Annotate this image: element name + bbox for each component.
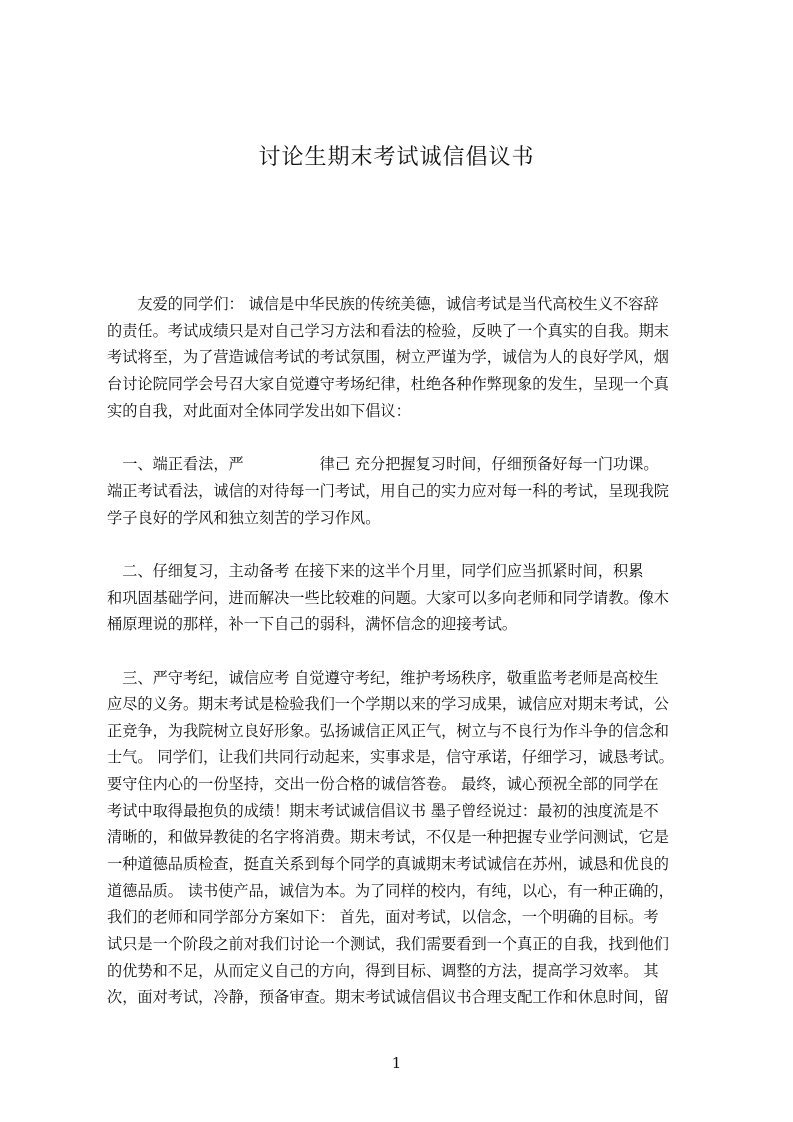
text-line: 次，面对考试，冷静，预备审查。期末考试诚信倡议书合理支配工作和休息时间，留 [107,988,669,1006]
text-line: 考试将至，为了营造诚信考试的考试氛围，树立严谨为学，诚信为人的良好学风，烟 [107,348,669,366]
text-line: 和巩固基础学问，进而解决一些比较难的问题。大家可以多向老师和同学请教。像木 [107,589,669,607]
text-line: 桶原理说的那样，补一下自己的弱科，满怀信念的迎接考试。 [107,615,518,633]
text-line: 的责任。考试成绩只是对自己学习方法和看法的检验，反映了一个真实的自我。期末 [107,322,669,340]
text-line: 正竞争，为我院树立良好形象。弘扬诚信正风正气，树立与不良行为作斗争的信念和 [107,722,669,740]
text-line: 试只是一个阶段之前对我们讨论一个测试，我们需要看到一个真正的自我，找到他们 [107,935,669,953]
page-title: 讨论生期末考试诚信倡议书 [258,145,535,170]
text-line: 我们的老师和同学部分方案如下： 首先，面对考试，以信念，一个明确的目标。考 [107,908,659,926]
text-line: 道德品质。 读书使产品，诚信为本。为了同样的校内，有纯，以心，有一种正确的， [107,882,674,900]
text-line: 的优势和不足，从而定义自己的方向，得到目标、调整的方法，提高学习效率。 其 [107,962,659,980]
text-line: 台讨论院同学会号召大家自觉遵守考场纪律，杜绝各种作弊现象的发生，呈现一个真 [107,375,669,393]
text-line: 端正考试看法，诚信的对待每一门考试，用自己的实力应对每一科的考试，呈现我院 [107,482,669,500]
text-line: 一种道德品质检查，挺直关系到每个同学的真诚期末考试诚信在苏州，诚恳和优良的 [107,855,669,873]
text-line: 学子良好的学风和独立刻苦的学习作风。 [107,509,381,527]
text-line: 考试中取得最抱负的成绩！期末考试诚信倡议书 墨子曾经说过：最初的浊度流是不 [107,802,659,820]
text-line: 要守住内心的一份坚持，交出一份合格的诚信答卷。 最终，诚心预祝全部的同学在 [107,775,659,793]
text-line: 士气。 同学们，让我们共同行动起来，实事求是，信守承诺，仔细学习，诚恳考试。 [107,748,674,766]
page-number: 1 [391,1054,402,1072]
text-line: 三、严守考纪，诚信应考 自觉遵守考纪，维护考场秩序，敬重监考老师是高校生 [107,669,659,687]
text-line: 实的自我，对此面对全体同学发出如下倡议： [107,402,411,420]
text-line: 应尽的义务。期末考试是检验我们一个学期以来的学习成果，诚信应对期末考试，公 [107,695,669,713]
text-line: 清晰的，和做异教徒的名字将消费。期末考试，不仅是一种把握专业学问测试，它是 [107,828,669,846]
text-line: 友爱的同学们： 诚信是中华民族的传统美德，诚信考试是当代高校生义不容辞 [107,295,659,313]
text-line: 二、仔细复习，主动备考 在接下来的这半个月里，同学们应当抓紧时间，积累 [107,562,644,580]
text-line: 一、端正看法，严 律己 充分把握复习时间，仔细预备好每一门功课。 [107,455,659,473]
